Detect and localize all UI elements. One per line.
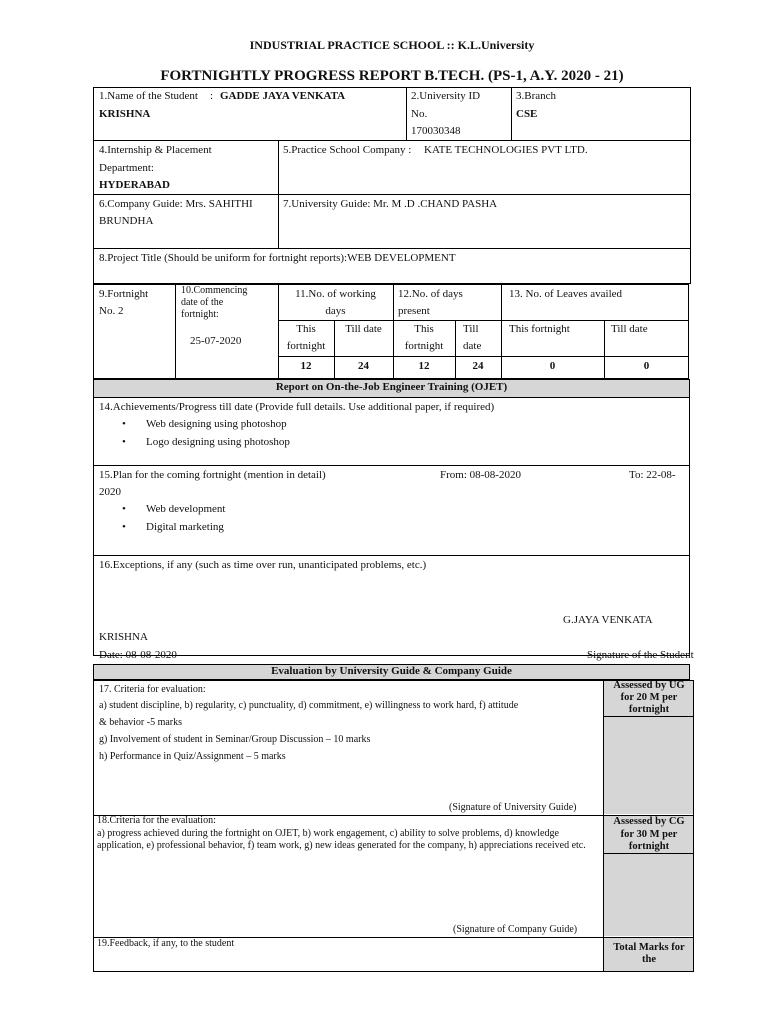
cg-signature: (Signature of Company Guide) [453,924,578,935]
company-guide-cont: BRUNDHA [99,215,154,227]
criteria18-text: a) progress achieved during the fortnight on OJET, b) work engagement, c) ability to solve problems, d) knowledge application, e) professional behavior, f) team work, g) new ideas generated for the company, h) appreciations received etc. [97,828,586,851]
evaluation-heading: Evaluation by University Guide & Company Guide [271,665,512,677]
department-value: HYDERABAD [99,179,170,191]
present-this-value: 12 [418,360,430,372]
student-signature-name-cont: KRISHNA [99,631,148,643]
bullet-icon: • [122,435,126,448]
leaves-till-value: 0 [643,360,650,372]
exceptions-label: 16.Exceptions, if any (such as time over run, unanticipated problems, etc.) [99,559,427,571]
plan-label: 15.Plan for the coming fortnight (mention in detail) [99,469,326,481]
present-till-value: 24 [472,360,484,372]
criteria17-h: h) Performance in Quiz/Assignment – 5 marks [99,751,286,762]
feedback-label: 19.Feedback, if any, to the student [97,938,235,949]
ug-signature: (Signature of University Guide) [449,802,577,813]
list-item: • Digital marketing [146,519,225,537]
school-name: INDUSTRIAL PRACTICE SCHOOL :: K.L.University [249,38,535,52]
total-marks-label: Total Marks for the [613,942,685,965]
student-name-value: GADDE JAYA VENKATA [220,90,346,102]
criteria17-g: g) Involvement of student in Seminar/Group Discussion – 10 marks [99,734,371,745]
present-this-header-cont: fortnight [404,340,444,352]
department-label-cont: Department: [99,162,154,174]
criteria17-a: a) student discipline, b) regularity, c) punctuality, d) commitment, e) willingness to work hard, f) attitude [99,700,519,711]
department-label: 4.Internship & Placement [99,144,212,156]
days-present-label: 12.No. of days [398,288,463,300]
student-signature-name: G.JAYA VENKATA [563,614,653,626]
list-item: • Web development [146,501,225,519]
bullet-icon: • [122,503,126,515]
achievements-list [122,416,290,451]
leaves-this-header: This fortnight [509,323,570,335]
working-till-value: 24 [358,360,369,372]
university-id-label-cont: No. [411,108,428,120]
present-till-header-cont: date [463,340,482,352]
university-guide: 7.University Guide: Mr. M .D .CHAND PASHA [283,198,498,210]
present-till-header: Till [463,323,479,335]
student-name-label: 1.Name of the Student [99,90,198,102]
plan-to: To: 22-08- [629,469,676,481]
achievements-label: 14.Achievements/Progress till date (Provide full details. Use additional paper, if required) [99,401,495,413]
working-this-header-cont: fortnight [286,340,326,352]
list-item: • Web designing using photoshop [146,416,290,434]
leaves-label: 13. No. of Leaves availed [509,288,623,300]
criteria18-label: 18.Criteria for the evaluation: [97,815,216,826]
company-value: KATE TECHNOLOGIES PVT LTD. [424,144,588,156]
project-title: 8.Project Title (Should be uniform for fortnight reports):WEB DEVELOPMENT [99,252,456,264]
commencing-label: 10.Commencing [181,285,248,296]
ojet-heading: Report on On-the-Job Engineer Training (OJET) [275,381,508,393]
bullet-icon: • [122,520,126,533]
cg-assessed-label: Assessed by CG for 30 M per fortnight [613,816,685,852]
fortnight-label: 9.Fortnight [99,288,149,300]
working-days-label-cont: days [325,305,346,317]
leaves-till-header: Till date [611,323,648,335]
report-date: Date: 08-08-2020 [99,649,177,661]
company-label: 5.Practice School Company : [283,144,412,156]
branch-label: 3.Branch [516,90,557,102]
present-this-header: This [414,323,434,335]
student-signature-label: Signature of the Student [587,649,694,661]
student-name-value-cont: KRISHNA [99,108,151,120]
fortnight-number: No. 2 [99,305,124,317]
commencing-label-cont2: fortnight: [181,309,219,320]
university-id-label: 2.University ID [411,90,481,102]
working-this-header: This [296,323,316,335]
report-title: FORTNIGHTLY PROGRESS REPORT B.TECH. (PS-1, A.Y. 2020 - 21) [160,68,624,84]
company-guide: 6.Company Guide: Mrs. SAHITHI [99,198,253,210]
list-item: • Logo designing using photoshop [146,434,290,452]
plans-list [122,501,226,536]
working-this-value: 12 [300,360,312,372]
days-present-label-cont: present [398,305,430,317]
commencing-date: 25-07-2020 [190,335,242,347]
criteria17-label: 17. Criteria for evaluation: [99,684,206,695]
plan-to-cont: 2020 [99,486,121,498]
branch-value: CSE [516,108,538,120]
criteria17-a-cont: & behavior -5 marks [99,717,183,728]
university-id-value: 170030348 [411,125,461,137]
leaves-this-value: 0 [549,360,556,372]
bullet-icon: • [122,418,126,430]
commencing-label-cont: date of the [181,297,224,308]
plan-from: From: 08-08-2020 [440,469,521,481]
working-till-header: Till date [345,323,382,335]
ug-assessed-label: Assessed by UG for 20 M per fortnight [613,680,685,715]
working-days-label: 11.No. of working [295,288,376,300]
student-name-colon: : [210,90,214,102]
